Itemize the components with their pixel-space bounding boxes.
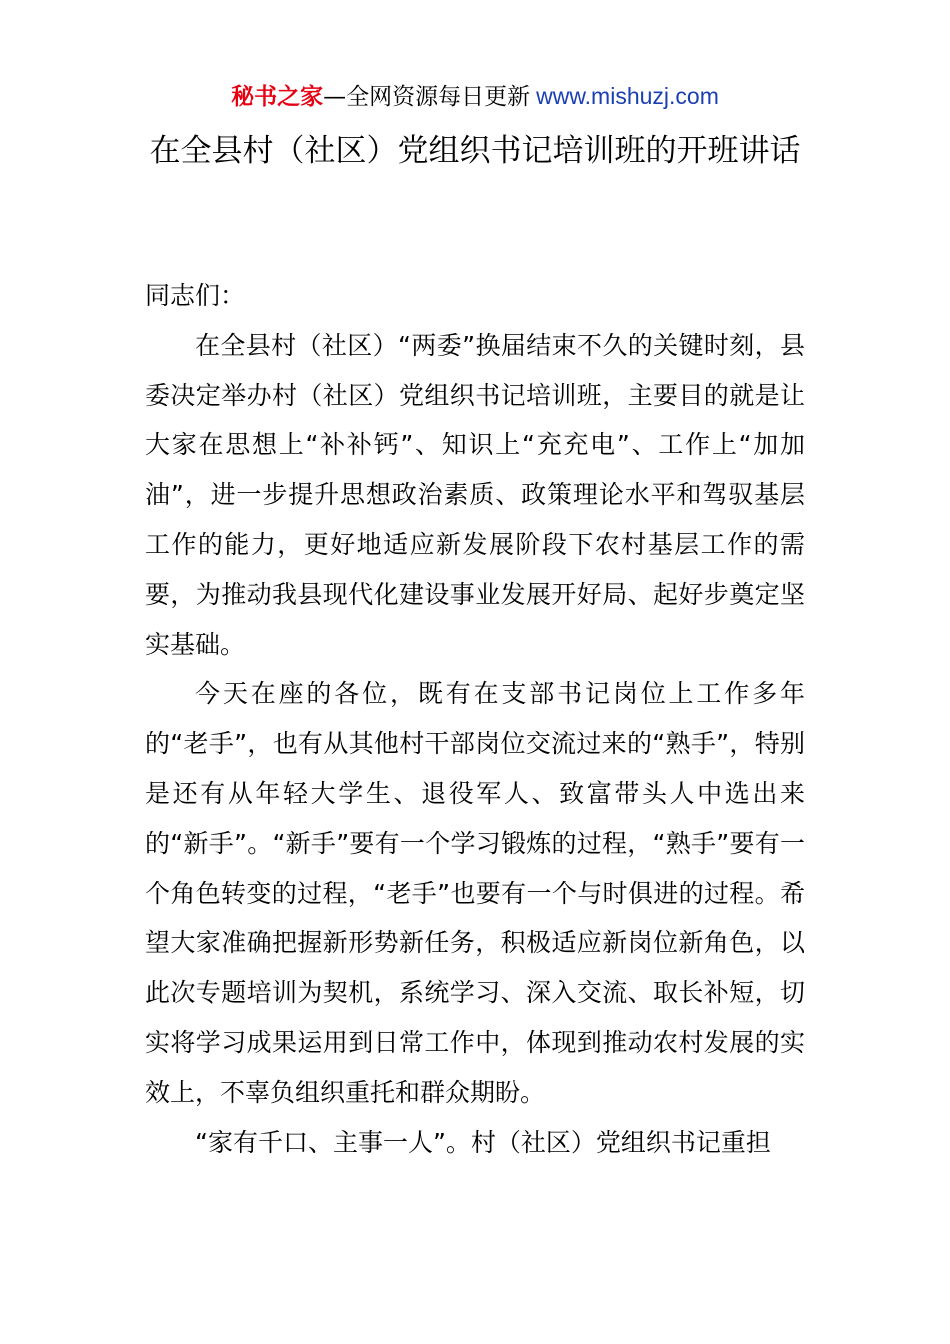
salutation: 同志们： (145, 281, 246, 310)
site-brand: 秘书之家 (231, 84, 324, 110)
site-tagline: —全网资源每日更新 (323, 84, 531, 110)
document-title: 在全县村（社区）党组织书记培训班的开班讲话 (149, 133, 801, 169)
paragraph-2: 今天在座的各位，既有在支部书记岗位上工作多年的“老手”，也有从其他村干部岗位交流过来的“熟手”，特别是还有从年轻大学生、退役军人、致富带头人中选出来的“新手”。“新手”要有一个学习锻炼的过程，“熟手”要有一个角色转变的过程，“老手”也要有一个与时俱进的过程。希望大家准确把握新形势新任务，积极适应新岗位新角色，以此次专题培训为契机，系统学习、深入交流、取长补短，切实将学习成果运用到日常工作中，体现到推动农村发展的实效上，不辜负组织重托和群众期盼。 (145, 679, 805, 1107)
document-body (145, 271, 805, 1167)
site-url-link[interactable]: www.mishuzj.com (536, 83, 719, 109)
paragraph-1: 在全县村（社区）“两委”换届结束不久的关键时刻，县委决定举办村（社区）党组织书记培训班，主要目的就是让大家在思想上“补补钙”、知识上“充充电”、工作上“加加油”，进一步提升思想政治素质、政策理论水平和驾驭基层工作的能力，更好地适应新发展阶段下农村基层工作的需要，为推动我县现代化建设事业发展开好局、起好步奠定坚实基础。 (145, 330, 805, 659)
paragraph-3: “家有千口、主事一人”。村（社区）党组织书记重担 (195, 1127, 771, 1157)
site-header (0, 80, 950, 113)
